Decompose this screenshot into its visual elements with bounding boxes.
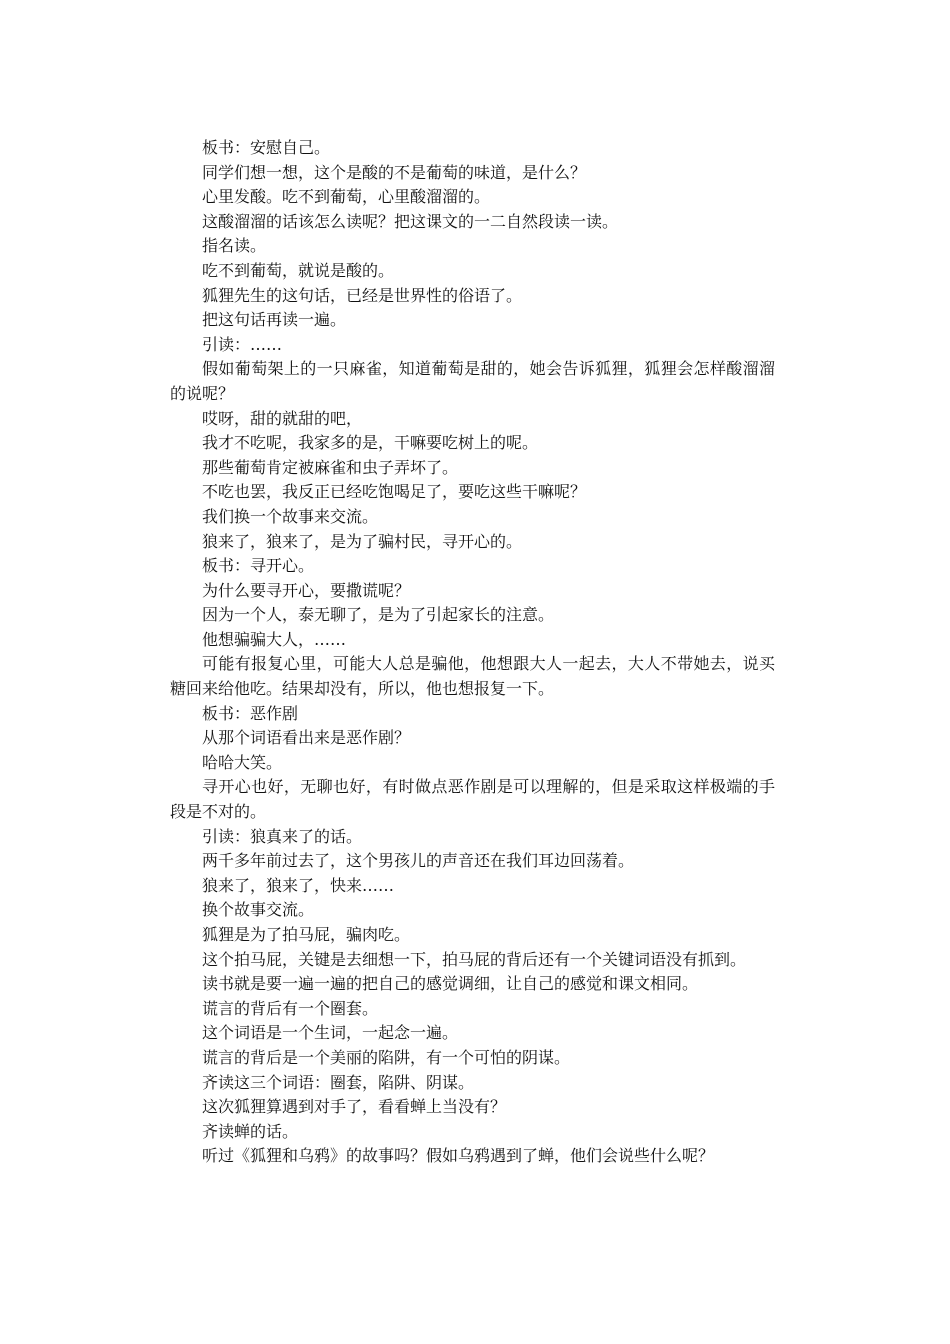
- paragraph: 不吃也罢，我反正已经吃饱喝足了，要吃这些干嘛呢？: [202, 482, 587, 502]
- paragraph: 哈哈大笑。: [202, 752, 283, 772]
- document-body: [170, 136, 775, 1169]
- paragraph: 板书：安慰自己。: [202, 138, 331, 157]
- paragraph: 吃不到葡萄，就说是酸的。: [202, 260, 395, 280]
- paragraph: 哎呀，甜的就甜的吧，: [202, 408, 363, 428]
- paragraph: 从那个词语看出来是恶作剧？: [202, 728, 411, 748]
- paragraph: 同学们想一想，这个是酸的不是葡萄的味道，是什么？: [202, 162, 587, 182]
- paragraph: 寻开心也好，无聊也好，有时做点恶作剧是可以理解的，但是采取这样极端的手段是不对的。: [170, 777, 775, 822]
- paragraph: 狐狸是为了拍马屁，骗肉吃。: [202, 925, 411, 944]
- paragraph: 狼来了，狼来了，是为了骗村民，寻开心的。: [202, 531, 523, 551]
- paragraph: 为什么要寻开心，要撒谎呢？: [202, 580, 411, 600]
- paragraph: 换个故事交流。: [202, 900, 315, 920]
- paragraph: 假如葡萄架上的一只麻雀，知道葡萄是甜的，她会告诉狐狸，狐狸会怎样酸溜溜的说呢？: [170, 359, 775, 403]
- paragraph: 这酸溜溜的话该怎么读呢？把这课文的一二自然段读一读。: [202, 211, 619, 231]
- paragraph: 谎言的背后是一个美丽的陷阱，有一个可怕的阴谋。: [202, 1047, 571, 1067]
- paragraph: 引读：……: [202, 334, 283, 354]
- paragraph: 板书：恶作剧: [202, 703, 299, 723]
- paragraph: 我们换一个故事来交流。: [202, 506, 379, 526]
- paragraph: 我才不吃呢，我家多的是，干嘛要吃树上的呢。: [202, 433, 539, 453]
- paragraph: 因为一个人，泰无聊了，是为了引起家长的注意。: [202, 605, 555, 625]
- paragraph: 可能有报复心里，可能大人总是骗他，他想跟大人一起去，大人不带她去，说买糖回来给他吃。结果却没有，所以，他也想报复一下。: [170, 654, 775, 699]
- paragraph: 这个拍马屁，关键是去细想一下，拍马屁的背后还有一个关键词语没有抓到。: [202, 949, 747, 969]
- paragraph: 指名读。: [202, 236, 267, 256]
- paragraph: 读书就是要一遍一遍的把自己的感觉调细，让自己的感觉和课文相同。: [202, 974, 699, 994]
- paragraph: 这次狐狸算遇到对手了，看看蝉上当没有？: [202, 1097, 507, 1117]
- paragraph: 那些葡萄肯定被麻雀和虫子弄坏了。: [202, 457, 459, 477]
- paragraph: 听过《狐狸和乌鸦》的故事吗？假如乌鸦遇到了蝉，他们会说些什么呢？: [202, 1146, 715, 1166]
- paragraph: 心里发酸。吃不到葡萄，心里酸溜溜的。: [202, 187, 491, 207]
- paragraph: 把这句话再读一遍。: [202, 310, 347, 330]
- paragraph: 谎言的背后有一个圈套。: [202, 998, 379, 1018]
- paragraph: 两千多年前过去了，这个男孩儿的声音还在我们耳边回荡着。: [202, 851, 635, 871]
- paragraph: 他想骗骗大人，……: [202, 629, 347, 649]
- paragraph: 引读：狼真来了的话。: [202, 826, 363, 846]
- paragraph: 板书：寻开心。: [202, 556, 315, 576]
- paragraph: 齐读这三个词语：圈套，陷阱、阴谋。: [202, 1072, 475, 1092]
- paragraph: 狼来了，狼来了，快来……: [202, 875, 395, 895]
- paragraph: 这个词语是一个生词，一起念一遍。: [202, 1023, 459, 1043]
- paragraph: 狐狸先生的这句话，已经是世界性的俗语了。: [202, 285, 523, 305]
- paragraph: 齐读蝉的话。: [202, 1121, 299, 1141]
